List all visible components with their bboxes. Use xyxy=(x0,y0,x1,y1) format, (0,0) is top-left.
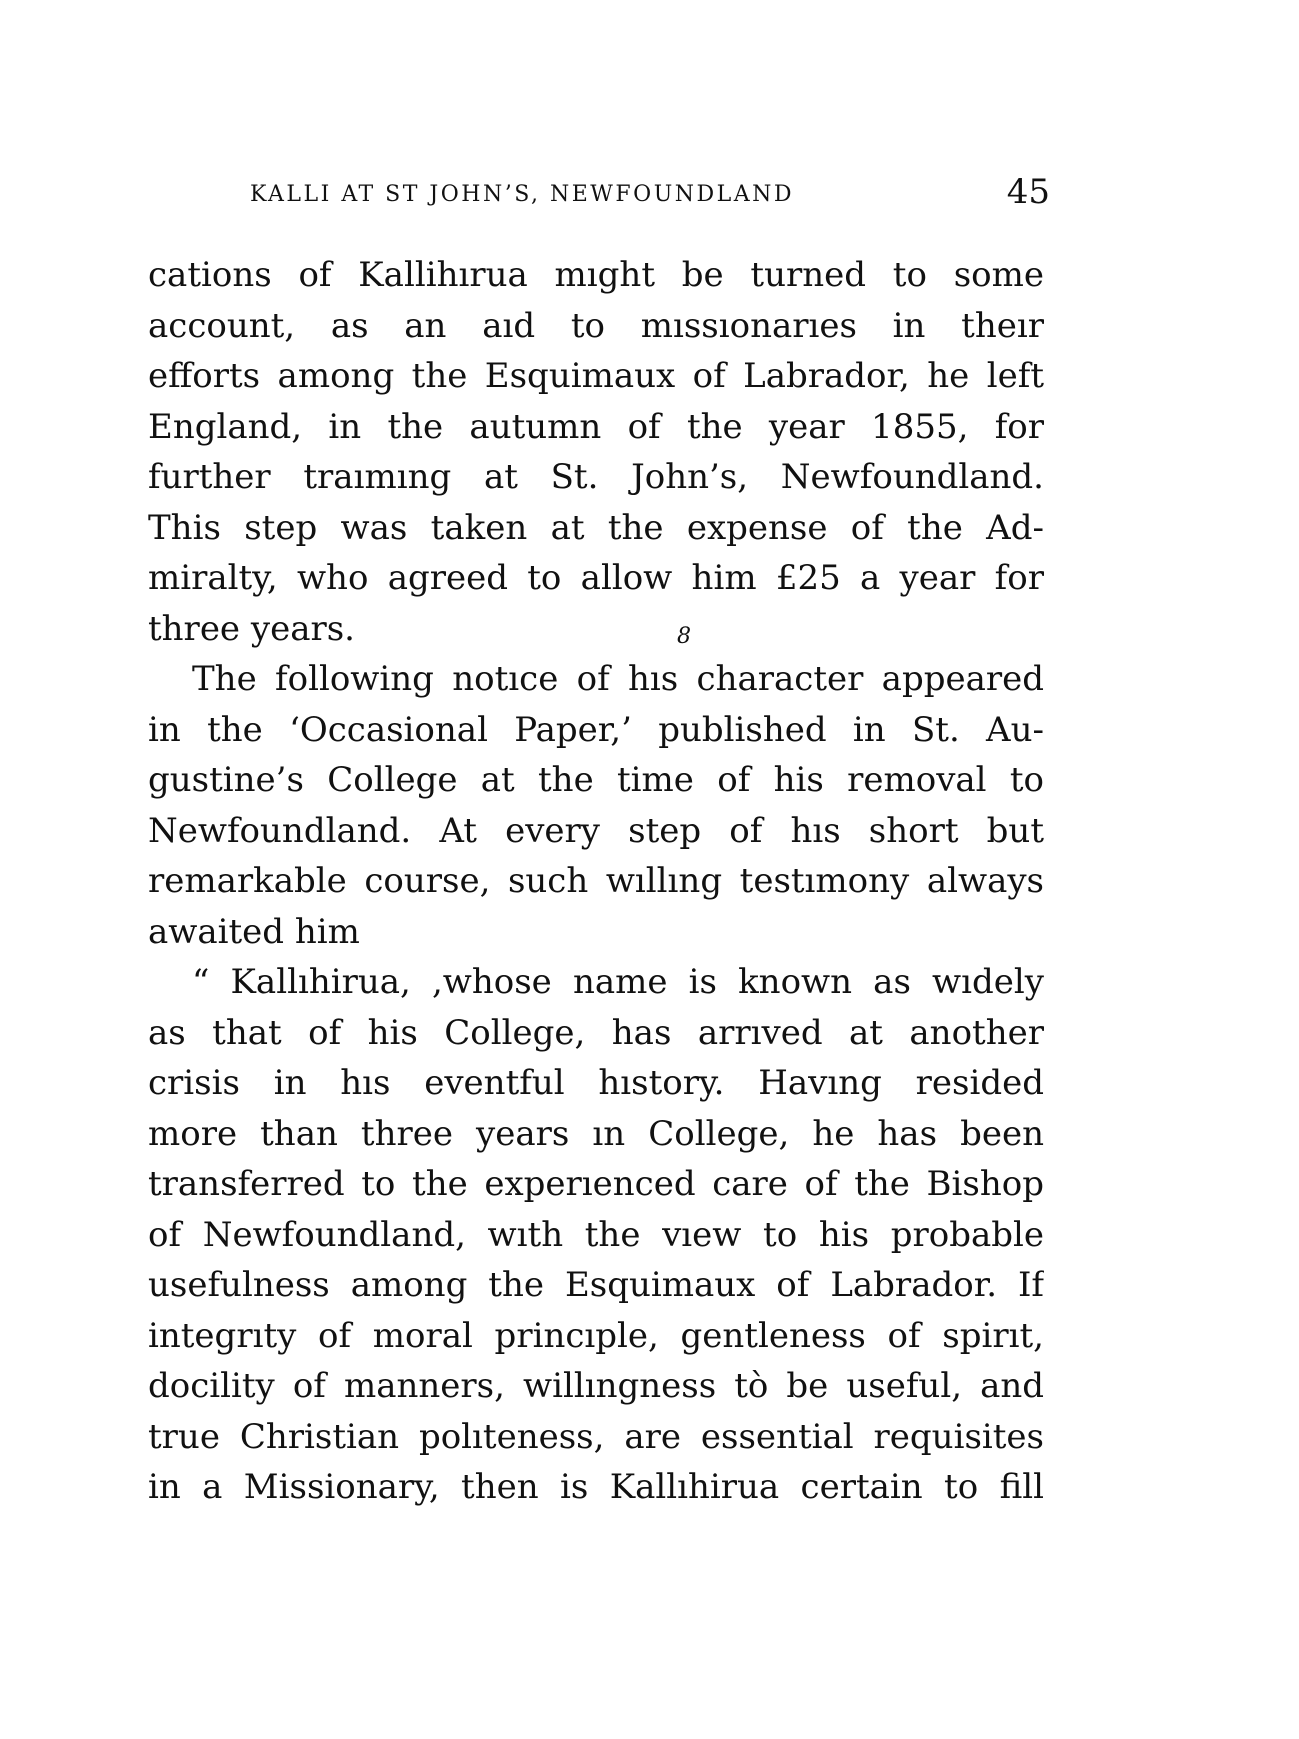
text-line: transferred to the experıenced care of the Bishop xyxy=(148,1164,1044,1204)
text-line: miralty, who agreed to allow him £25 a year for xyxy=(148,558,1044,598)
page-number: 45 xyxy=(1006,172,1050,212)
text-line: of Newfoundland, wıth the vıew to his probable xyxy=(148,1214,1044,1255)
text-line: gustine’s College at the time of his removal to xyxy=(148,760,1044,800)
text-line: integrıty of moral princıple, gentleness of spirıt, xyxy=(148,1315,1044,1356)
text-line: three years. xyxy=(148,608,355,649)
text-line: cations of Kallihırua mıght be turned to some xyxy=(148,255,1044,295)
text-line: England, in the autumn of the year 1855, for xyxy=(148,406,1044,447)
text-line: true Christian polıteness, are essential requisites xyxy=(148,1416,1044,1457)
running-head xyxy=(150,172,1050,222)
text-line: more than three years ın College, he has been xyxy=(148,1113,1044,1154)
text-line: in the ‘Occasional Paper,’ published in St. Au- xyxy=(148,709,1044,750)
text-line: The following notıce of hıs character appeared xyxy=(192,659,1044,699)
text-line: This step was taken at the expense of the Ad- xyxy=(148,507,1044,548)
body-text xyxy=(148,250,1044,1513)
stray-mark: 8 xyxy=(677,624,691,649)
text-line: awaited him xyxy=(148,911,360,952)
text-line: as that of his College, has arrıved at another xyxy=(148,1012,1044,1053)
text-line: in a Missionary, then is Kallıhirua certain to fill xyxy=(148,1467,1044,1507)
text-line: “ Kallıhirua, ,whose name is known as wıdely xyxy=(192,962,1044,1002)
text-line: usefulness among the Esquimaux of Labrador. If xyxy=(148,1265,1044,1305)
text-line: remarkable course, such wıllıng testımony always xyxy=(148,861,1044,901)
text-line: efforts among the Esquimaux of Labrador, he left xyxy=(148,356,1044,396)
text-line: Newfoundland. At every step of hıs short but xyxy=(148,810,1044,851)
running-title: KALLI AT ST JOHN’S, NEWFOUNDLAND xyxy=(250,182,795,207)
text-line: docility of manners, willıngness tò be useful, and xyxy=(148,1366,1044,1406)
text-line: further traımıng at St. John’s, Newfoundland. xyxy=(148,457,1044,497)
text-line: account, as an aıd to mıssıonarıes in theır xyxy=(148,305,1044,346)
text-line: crisis in hıs eventful hıstory. Havıng resided xyxy=(148,1063,1044,1103)
